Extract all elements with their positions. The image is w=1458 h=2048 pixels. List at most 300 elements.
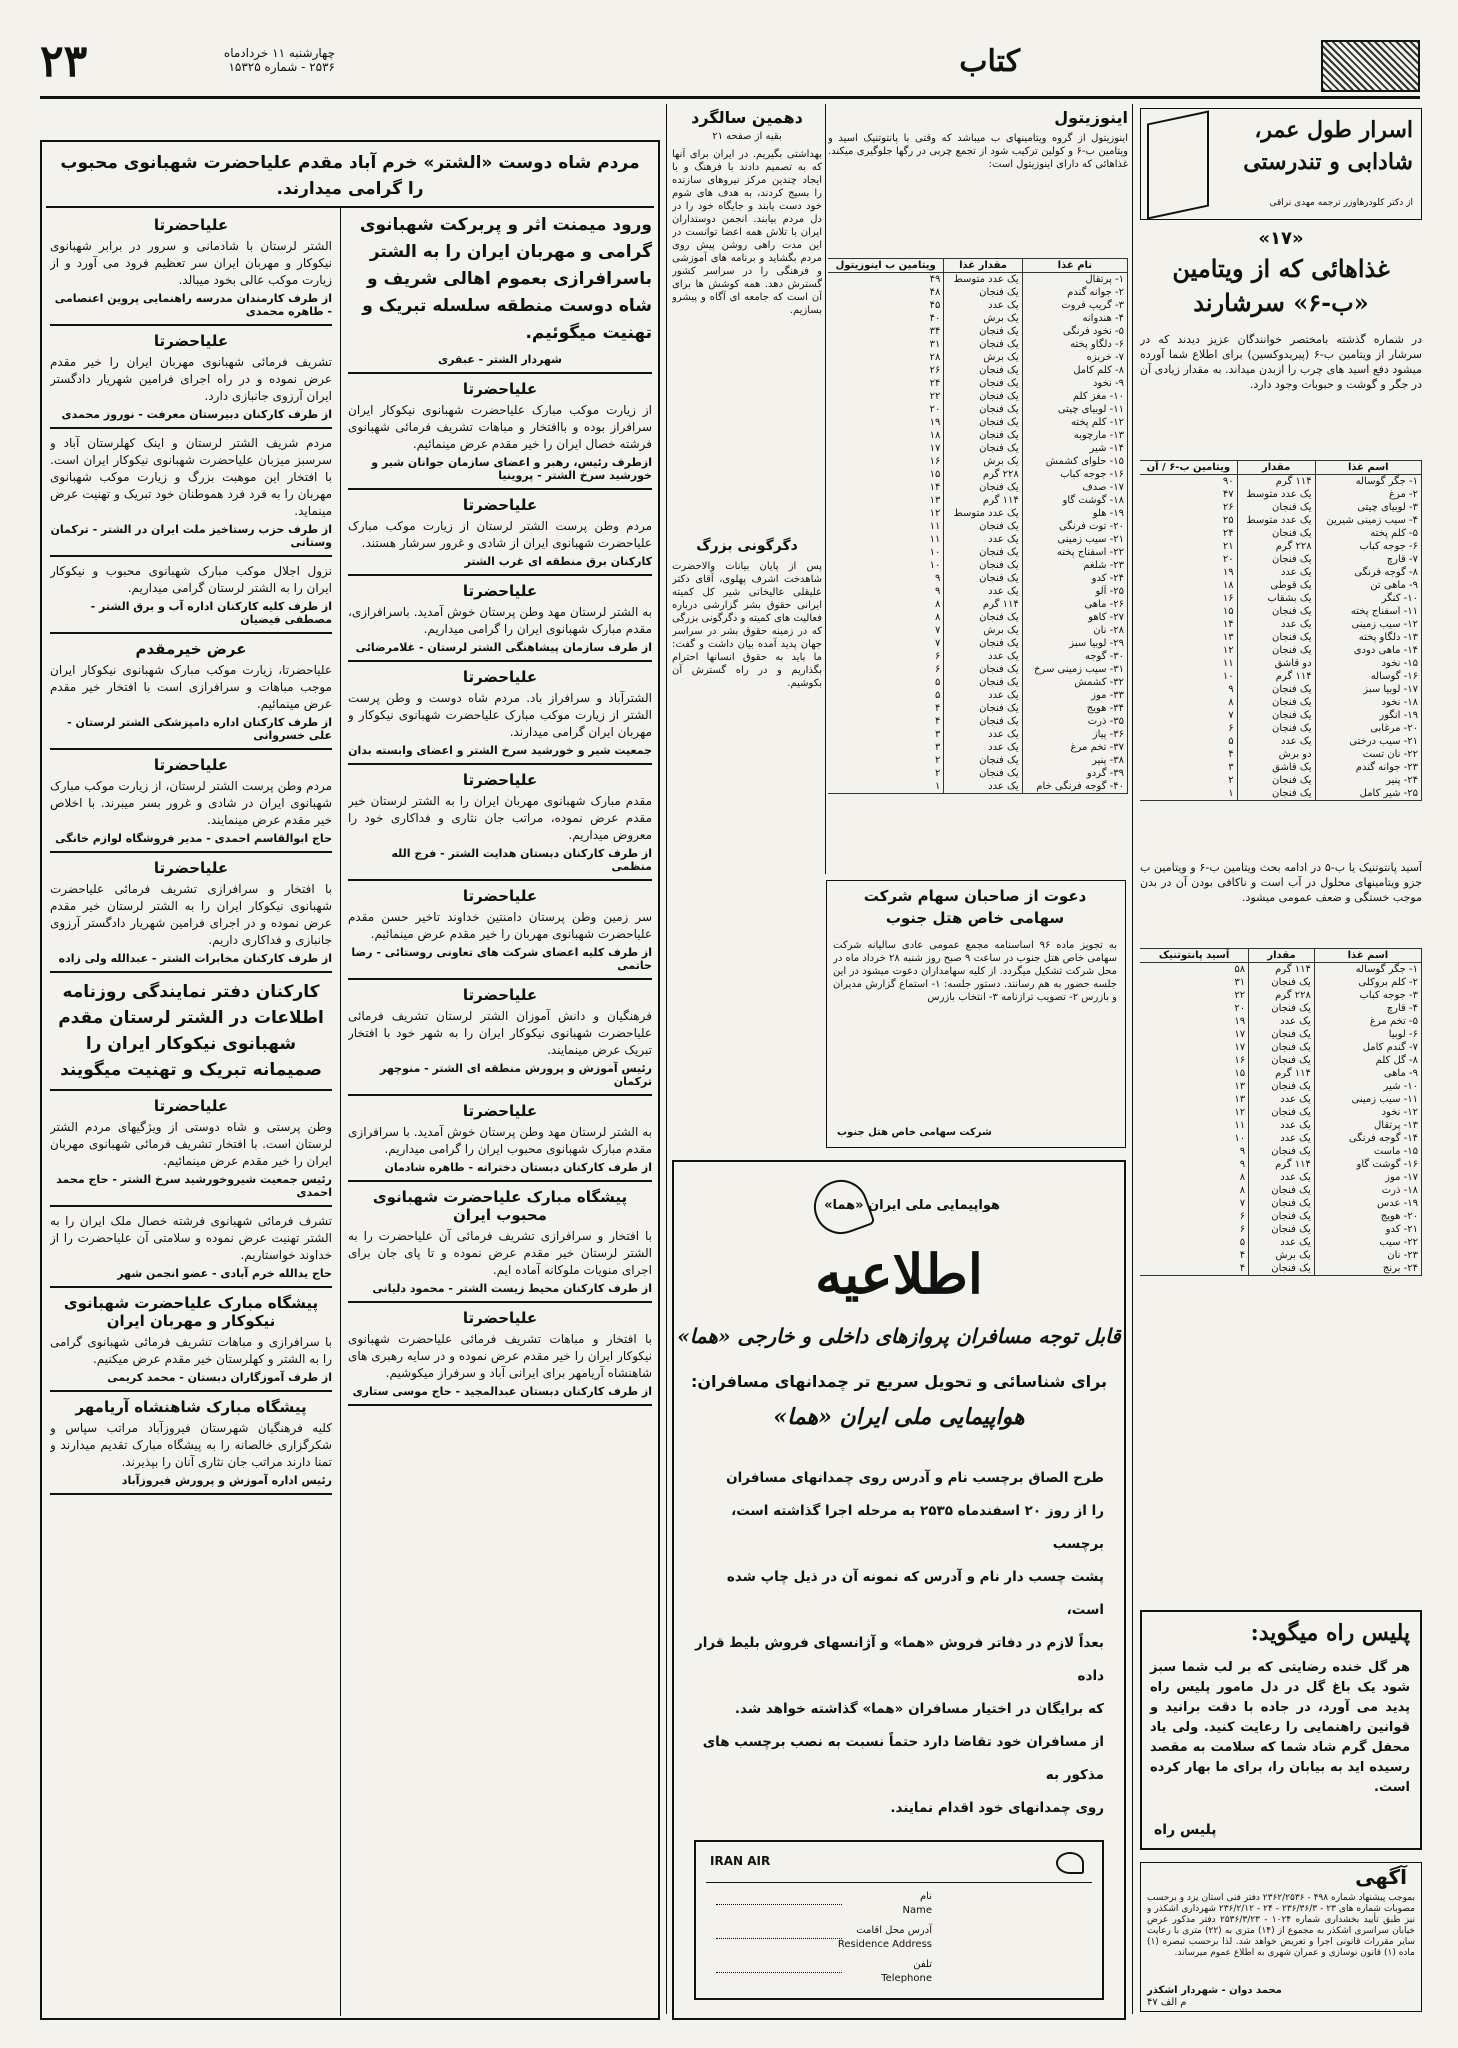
translator: از دکتر کلودرهاوزر ترجمه مهدی نراقی	[1269, 198, 1413, 208]
table-cell: ۴۹	[828, 273, 944, 287]
tag-rule	[706, 1882, 1092, 1883]
table-cell: یک فنجان	[944, 377, 1022, 390]
homa-body-4: بعداً لازم در دفاتر فروش «هما» و آژانسهای فروش بلیط قرار داده	[694, 1635, 1104, 1684]
homa-logo-text: هواپیمایی ملی ایران «هما»	[824, 1198, 1000, 1213]
greeting-item	[50, 756, 332, 853]
police-signature: پلیس راه	[1154, 1822, 1217, 1838]
banner-2-rule	[348, 372, 652, 374]
legal-notice	[1140, 1862, 1422, 2012]
table-cell: یک برش	[1249, 1249, 1315, 1262]
table-row	[1140, 683, 1421, 696]
table-row	[1140, 566, 1421, 579]
table-row	[1140, 501, 1421, 514]
table-row	[828, 494, 1127, 507]
table-cell: ۱۱۴ گرم	[1249, 963, 1315, 977]
table-cell: ۳۵- ذرت	[1022, 715, 1127, 728]
greeting-separator	[348, 1301, 652, 1303]
greeting-signature: از طرف کارکنان دبستان عبدالمجید - حاج موسی ستاری	[352, 1385, 652, 1398]
table-row	[1140, 1041, 1421, 1054]
table-row	[1140, 1067, 1421, 1080]
table-cell: ۲۰- توت فرنگی	[1022, 520, 1127, 533]
table-cell: ۳	[828, 741, 944, 754]
homa-subtitle: قابل توجه مسافران پروازهای داخلی و خارجی «هما»	[677, 1324, 1121, 1348]
table-cell: ۳- لوبیای چیتی	[1315, 501, 1421, 514]
table-row	[828, 533, 1127, 546]
greeting-signature: از طرف کارکنان مخابرات الشتر - عبدالله ولی زاده	[58, 952, 332, 965]
table-cell: یک فنجان	[1237, 774, 1315, 787]
greeting-separator	[50, 1286, 332, 1288]
table-cell: ۲۲- اسفناج پخته	[1022, 546, 1127, 559]
table-cell: یک عدد متوسط	[1237, 488, 1315, 501]
table-row	[828, 611, 1127, 624]
table-cell: ۱۵	[1140, 1067, 1249, 1080]
table-cell: ۳- جوجه کباب	[1314, 989, 1421, 1002]
table-row	[828, 299, 1127, 312]
table-cell: ۸	[828, 598, 944, 611]
table-cell: ۲۶	[1140, 501, 1237, 514]
greeting-separator	[50, 1493, 332, 1495]
table-row	[828, 702, 1127, 715]
greeting-text: از زیارت موکب مبارک علیاحضرت شهبانوی نیکوکار ایران سرافراز بوده و باافتخار و مباهات تشریف فرمائی شهبانوی فرشته خصال ایران را خیر مقدم عرض مینمائیم.	[348, 403, 652, 451]
table-cell: یک عدد	[1249, 1132, 1315, 1145]
table-cell: ۲۰- هویج	[1314, 1210, 1421, 1223]
table-cell: ۹۰	[1140, 475, 1237, 489]
table-cell: ۷- گندم کامل	[1314, 1041, 1421, 1054]
table-row	[1140, 605, 1421, 618]
table-cell: یک فنجان	[1237, 644, 1315, 657]
greeting-text: الشترآباد و سرافراز باد. مردم شاه دوست و وطن پرست الشتر از زیارت موکب مبارک علیاحضرت شهبانوی نیکوکار و مهربان ایران گرامی میدارند.	[348, 691, 652, 739]
table-row	[1140, 618, 1421, 631]
table-cell: یک برش	[944, 312, 1022, 325]
iran-air-label: IRAN AIR	[710, 1854, 771, 1868]
table-cell: یک فنجان	[1237, 553, 1315, 566]
table-cell: یک عدد متوسط	[944, 273, 1022, 287]
table-cell: یک فنجان	[1249, 1223, 1315, 1236]
table-cell: ۸- گل کلم	[1314, 1054, 1421, 1067]
homa-body-7: روی چمدانهای خود اقدام نمایند.	[890, 1800, 1104, 1816]
table-cell: ۴۰- گوجه فرنگی خام	[1022, 780, 1127, 793]
table-cell: یک برش	[944, 455, 1022, 468]
greeting-item	[50, 216, 332, 326]
banner-2-signature: شهردار الشتر - عبقری	[438, 353, 562, 366]
greeting-item	[348, 1309, 652, 1406]
greetings-divider	[340, 206, 341, 2016]
table-cell: یک فنجان	[1237, 605, 1315, 618]
table-cell: ۲۸- نان	[1022, 624, 1127, 637]
greeting-text: مردم وطن پرست الشتر لرستان، از زیارت موکب مبارک شهبانوی ایران در شادی و غرور بسر میبرند. با اخلاص خیر مقدم عرض مینمایند.	[50, 779, 332, 827]
hotel-invitation	[826, 880, 1126, 1148]
greeting-text: با افتخار و سرافرازی تشریف فرمائی علیاحضرت شهبانوی نیکوکار ایران را به الشتر لرستان خیر مقدم عرض نموده و در اجرای فرامین شهریار دادگستر آرزوی جانبازی و فداکاری داریم.	[50, 882, 332, 947]
table-cell: یک فنجان	[1249, 1210, 1315, 1223]
table-cell: ۲۴- پنیر	[1315, 774, 1421, 787]
table-cell: یک عدد	[944, 741, 1022, 754]
homa-body	[694, 1462, 1104, 1825]
column-divider-1	[1132, 104, 1133, 2014]
greeting-item	[50, 859, 332, 973]
greeting-signature: حاج یدالله خرم آبادی - عضو انجمن شهر	[117, 1267, 332, 1280]
greeting-text: علیاحضرتا، زیارت موکب مبارک شهبانوی نیکوکار ایران موجب مباهات و سرافرازی است با افتخار خیر مقدم عرض مینمائیم.	[50, 663, 332, 711]
table-cell: ۸- گوجه فرنگی	[1315, 566, 1421, 579]
table-cell: ۱۷- صدف	[1022, 481, 1127, 494]
greeting-title: علیاحضرتا	[462, 582, 538, 600]
greeting-separator	[50, 971, 332, 973]
greeting-separator	[348, 660, 652, 662]
table-cell: ۱۹	[828, 416, 944, 429]
table-cell: ۴۰	[828, 312, 944, 325]
inositol-table-col-header: مقدار غذا	[944, 259, 1022, 273]
table-cell: یک فنجان	[944, 702, 1022, 715]
greeting-text: با سرافرازی و مباهات تشریف فرمائی شهبانوی گرامی را به الشتر و کهلرستان خیر مقدم عرض میکنیم.	[50, 1335, 332, 1366]
greeting-signature: جمعیت شیر و خورشید سرخ الشتر و اعضای وابسته بدان	[348, 744, 652, 757]
greeting-text: مردم وطن پرست الشتر لرستان از زیارت موکب مبارک علیاحضرت شهبانوی ایران از شادی و غرور سرشار هستند.	[348, 519, 652, 550]
table-cell: یک عدد	[1249, 1015, 1315, 1028]
table-cell: ۶- لوبیا	[1314, 1028, 1421, 1041]
anniversary-subhead: دگرگونی بزرگ	[696, 538, 798, 554]
greeting-text: کلیه فرهنگیان شهرستان فیروزآباد مراتب سپاس و شکرگزاری خالصانه را به پیشگاه مبارک تقدیم میدارند و تمنا دارند مراتب جان نثاری آنان را بپذیرند.	[50, 1421, 332, 1469]
tag-field-line-tel	[716, 1972, 842, 1973]
table-cell: ۱۵	[828, 468, 944, 481]
table-row	[1140, 1171, 1421, 1184]
greeting-text: تشریف فرمائی شهبانوی مهربان ایران را خیر مقدم عرض نموده و در راه اجرای فرامین شهریار دادگستر ایران آرزوی جانبازی دارد.	[50, 355, 332, 403]
table-cell: یک فنجان	[1249, 1262, 1315, 1275]
table-cell: ۲۲	[1140, 989, 1249, 1002]
table-cell: ۱۳- دلگاو پخته	[1315, 631, 1421, 644]
table-cell: یک فنجان	[944, 767, 1022, 780]
table-cell: ۲۵- شیر کامل	[1315, 787, 1421, 800]
table-cell: یک عدد متوسط	[1237, 514, 1315, 527]
greeting-item	[348, 582, 652, 662]
table-cell: ۱۷	[1140, 1041, 1249, 1054]
table-cell: ۳۴	[828, 325, 944, 338]
greeting-signature: رئیس جمعیت شیروخورشید سرخ الشتر - حاج محمد احمدی	[56, 1173, 332, 1199]
greeting-signature: از طرف کارکنان دبستان دخترانه - طاهره شادمان	[384, 1161, 652, 1174]
table-cell: ۵	[828, 689, 944, 702]
greeting-signature: از طرف کلیه اعضای شرکت های تعاونی روستائی - رضا حاتمی	[351, 946, 652, 972]
table-cell: ۱۸- نخود	[1315, 696, 1421, 709]
table-cell: ۱۷	[1140, 1028, 1249, 1041]
table-cell: ۹- ماهی تن	[1315, 579, 1421, 592]
table-cell: ۲۴	[828, 377, 944, 390]
table-cell: ۱۶	[1140, 1054, 1249, 1067]
date-line-2: ۲۵۳۶ - شماره ۱۵۳۲۵	[228, 60, 335, 74]
table-cell: ۹- نخود	[1022, 377, 1127, 390]
table-row	[1140, 1249, 1421, 1262]
table-cell: یک فنجان	[944, 325, 1022, 338]
police-text: هر گل خنده رضایتی که بر لب شما سبز شود یک باغ گل در دل مامور پلیس راه پدید می آورد، در جاده با دقت برانید و قوانین راهنمایی را رعایت کنید. ولی یاد محفل گرم شاد شما که سلامت به مقصد رسیده اید به بیابان را، برای ما بهار کرده است.	[1150, 1660, 1410, 1795]
table-cell: ۲۲۸ گرم	[1249, 989, 1315, 1002]
date-line-1: چهارشنبه ۱۱ خردادماه	[223, 46, 335, 60]
table-row	[1140, 735, 1421, 748]
table-cell: ۲۵- آلو	[1022, 585, 1127, 598]
homa-title: اطلاعیه	[815, 1242, 983, 1306]
table-cell: ۱۶	[828, 455, 944, 468]
table-row	[828, 390, 1127, 403]
table-cell: ۱۸	[1140, 579, 1237, 592]
greeting-text: وطن پرستی و شاه دوستی از ویژگیهای مردم الشتر لرستان است. با افتخار تشریف فرمائی شهبانوی مهربان ایران را خیر مقدم عرض مینمائیم.	[50, 1120, 332, 1168]
table-row	[828, 715, 1127, 728]
table-row	[828, 273, 1127, 287]
table-row	[828, 468, 1127, 481]
issue-date	[145, 46, 335, 74]
table-cell: ۲۶- ماهی	[1022, 598, 1127, 611]
table-row	[1140, 579, 1421, 592]
table-cell: یک عدد	[1249, 1119, 1315, 1132]
table-row	[1140, 1028, 1421, 1041]
table-cell: ۱۱	[828, 533, 944, 546]
table-cell: ۱۱۴ گرم	[944, 598, 1022, 611]
table-cell: یک فنجان	[944, 416, 1022, 429]
table-row	[1140, 1080, 1421, 1093]
table-cell: ۱۸- ذرت	[1314, 1184, 1421, 1197]
greeting-item	[348, 986, 652, 1096]
table-cell: ۳۱	[1140, 976, 1249, 989]
table-cell: ۲۰	[828, 403, 944, 416]
greeting-title: پیشگاه مبارک شاهنشاه آریامهر	[75, 1398, 307, 1416]
page-number: ۲۳	[40, 36, 88, 87]
table-cell: ۲۰	[1140, 553, 1237, 566]
table-cell: یک فنجان	[944, 572, 1022, 585]
table-cell: ۲۲- سیب	[1314, 1236, 1421, 1249]
greeting-title: علیاحضرتا	[153, 859, 229, 877]
table-cell: ۲۲	[828, 390, 944, 403]
table-cell: ۱۷- موز	[1314, 1171, 1421, 1184]
table-cell: ۵	[1140, 735, 1237, 748]
tag-field-line-addr	[716, 1938, 842, 1939]
table-row	[1140, 1210, 1421, 1223]
greeting-item	[50, 1294, 332, 1392]
greeting-item	[50, 435, 332, 557]
table-cell: ۱۱۴ گرم	[944, 494, 1022, 507]
notice-signature: محمد دوان - شهردار اشکذر	[1147, 1985, 1282, 1996]
greeting-separator	[50, 748, 332, 750]
table-row	[828, 676, 1127, 689]
table-cell: یک فنجان	[944, 442, 1022, 455]
table-cell: یک فنجان	[1237, 787, 1315, 800]
middle-greeting-list	[348, 380, 652, 1406]
table-cell: ۱۲	[1140, 1106, 1249, 1119]
table-cell: ۳۰- گوجه	[1022, 650, 1127, 663]
anniversary-text-2: پس از پایان بیانات والاحضرت شاهدخت اشرف پهلوی، آقای دکتر علیقلی عالیخانی شیر کل کمیته ایرانی حقوق بشر گزارشی درباره فعالیت های کمیته و دگرگونی بزرگی که در زمینه حقوق بشر در سراسر جهان پدید آمده بیان داشت و گفت: ما باید به حقوق انسانها احترام بگذاریم و در راه گسترش آن بکوشیم.	[672, 561, 822, 689]
greeting-title: پیشگاه مبارک علیاحضرت شهبانوی نیکوکار و مهربان ایران	[63, 1294, 319, 1330]
table-cell: ۸	[828, 611, 944, 624]
table-cell: ۱۶- گوساله	[1315, 670, 1421, 683]
table-cell: یک عدد	[1249, 1171, 1315, 1184]
section-title: کتاب	[959, 44, 1020, 79]
table-cell: ۲۵	[1140, 514, 1237, 527]
greeting-signature: حاج ابوالقاسم احمدی - مدیر فروشگاه لوازم خانگی	[55, 832, 332, 845]
table-cell: ۸	[1140, 1171, 1249, 1184]
table-cell: ۳۶- پیاز	[1022, 728, 1127, 741]
table-row	[1140, 592, 1421, 605]
greeting-item	[348, 887, 652, 980]
table-row	[1140, 1106, 1421, 1119]
table-cell: یک فنجان	[944, 663, 1022, 676]
greeting-separator	[50, 851, 332, 853]
table-cell: ۲۸	[828, 351, 944, 364]
pantothenic-table-header	[1140, 949, 1421, 963]
table-row	[1140, 696, 1421, 709]
table-cell: ۱۶- جوجه کباب	[1022, 468, 1127, 481]
table-cell: ۳۱	[828, 338, 944, 351]
table-row	[828, 754, 1127, 767]
pantothenic-table	[1140, 948, 1422, 1276]
table-row	[1140, 553, 1421, 566]
table-cell: ۶- جوجه کباب	[1315, 540, 1421, 553]
table-row	[1140, 989, 1421, 1002]
greeting-separator	[50, 324, 332, 326]
table-cell: ۲۱- کدو	[1314, 1223, 1421, 1236]
greeting-item	[348, 1188, 652, 1303]
table-cell: ۱۵- نخود	[1315, 657, 1421, 670]
homa-body-6: از مسافران خود تقاضا دارد حتماً نسبت به نصب برچسب های مذکور به	[702, 1734, 1104, 1783]
table-row	[1140, 709, 1421, 722]
greeting-item	[50, 1097, 332, 1207]
table-row	[1140, 1262, 1421, 1275]
table-cell: یک عدد	[1249, 1093, 1315, 1106]
table-cell: یک فنجان	[944, 637, 1022, 650]
table-cell: ۴۵	[828, 299, 944, 312]
table-row	[828, 598, 1127, 611]
hotel-text: به تجویز ماده ۹۶ اساسنامه مجمع عمومی عادی سالیانه شرکت سهامی خاص هتل جنوب در ساعت ۹ صبح روز شنبه ۲۸ خرداد ماه در محل شرکت تشکیل میگردد. از کلیه سهامداران دعوت میشود در این جلسه حضور به هم رسانند. دستور جلسه: ۱- استماع گزارش مدیران و بازرس ۲- تصویب ترازنامه ۳- انتخاب بازرس	[833, 940, 1117, 1003]
table-cell: ۱۶	[1140, 592, 1237, 605]
table-cell: ۱۰	[1140, 1132, 1249, 1145]
table-cell: ۲- جوانه گندم	[1022, 286, 1127, 299]
greeting-signature: از طرف حزب رستاخیز ملت ایران در الشتر - ترکمان وستانی	[50, 523, 332, 549]
tag-tel-fa: تلفن	[913, 1959, 932, 1970]
table-cell: ۶	[828, 663, 944, 676]
table-cell: ۲	[1140, 774, 1237, 787]
table-cell: ۳- گریپ فروت	[1022, 299, 1127, 312]
greeting-separator	[50, 1390, 332, 1392]
table-row	[1140, 1197, 1421, 1210]
greeting-signature: رئیس اداره آموزش و پرورش فیروزآباد	[121, 1474, 332, 1487]
table-cell: ۵- کلم پخته	[1315, 527, 1421, 540]
banner-rule	[46, 206, 654, 208]
table-cell: ۱۰- شیر	[1314, 1080, 1421, 1093]
greeting-signature: از طرف کارکنان اداره دامپزشکی الشتر لرستان - علی خسروانی	[67, 716, 332, 742]
table-row	[1140, 787, 1421, 800]
table-cell: یک فنجان	[1249, 1041, 1315, 1054]
table-cell: ۱۹- عدس	[1314, 1197, 1421, 1210]
greeting-item	[50, 640, 332, 750]
greeting-separator	[50, 632, 332, 634]
table-row	[828, 455, 1127, 468]
table-cell: یک فنجان	[944, 676, 1022, 689]
greeting-signature: از طرف کارمندان مدرسه راهنمایی پروین اعتصامی - طاهره محمدی	[54, 292, 332, 318]
homa-line-2: هواپیمایی ملی ایران «هما»	[773, 1404, 1025, 1430]
newspaper-logo	[1321, 40, 1420, 92]
table-cell: ۸	[1140, 1184, 1249, 1197]
greeting-item	[50, 563, 332, 634]
table-cell: یک فنجان	[944, 481, 1022, 494]
table-cell: ۱۰- مغز کلم	[1022, 390, 1127, 403]
table-cell: ۳	[1140, 761, 1237, 774]
hotel-signature: شرکت سهامی خاص هتل جنوب	[837, 1127, 992, 1138]
table-row	[828, 689, 1127, 702]
greeting-signature: از طرف کارکنان دبیرستان معرفت - نوروز محمدی	[61, 408, 332, 421]
greeting-text: با افتخار و سرافرازی تشریف فرمائی آن علیاحضرت را به الشتر لرستان خیر مقدم عرض نموده و تا پای جان برای اجرای منویات ملوکانه آماده ایم.	[348, 1229, 652, 1277]
banner-2: ورود میمنت اثر و پربرکت شهبانوی گرامی و مهربان ایران را به الشتر باسرافرازی بعموم اهالی شریف و شاه دوست منطقه سلسله تبریک و تهنیت میگوئیم.	[359, 215, 652, 343]
table-cell: یک فنجان	[944, 546, 1022, 559]
table-cell: ۶	[1140, 1223, 1249, 1236]
table-cell: یک قوطی	[1237, 579, 1315, 592]
vitamin-b6-table-col-header: اسم غذا	[1315, 461, 1421, 475]
notice-title: آگهی	[1355, 1865, 1407, 1889]
table-cell: ۱	[1140, 787, 1237, 800]
table-cell: دو قاشق	[1237, 657, 1315, 670]
table-cell: یک عدد	[944, 689, 1022, 702]
inositol-table	[828, 258, 1128, 794]
notice-text: بموجب پیشنهاد شماره ۴۹۸ - ۲۳۶۲/۲۵۳۶ دفتر فنی استان یزد و برحسب مصوبات شماره های ۲۳ - ۲۳۶/۳۶/۳ - ۲۴ - ۲۳۶/۲/۱۲ شهرداری اشکذر و نیز طبق تأیید بخشداری شماره ۱۰۲۴ - ۲۵۳۶/۳/۲۳ دفتر مذکور عرض خیابان سراسری اشکذر به مجموع از (۱۴) متری به (۲۲) متری با رعایت سایر مقررات قانونی اجرا و تعریض خواهد شد. لذا برحسب تبصره (۱) ماده (۱) قانون نوسازی و عمران شهری به اطلاع عموم میرساند.	[1147, 1893, 1415, 1958]
greeting-item	[348, 771, 652, 881]
table-cell: ۳۴- هویج	[1022, 702, 1127, 715]
table-row	[1140, 1132, 1421, 1145]
table-cell: یک فنجان	[1237, 696, 1315, 709]
notice-ref: م الف ۴۷	[1147, 1997, 1187, 2008]
table-cell: ۲۹- لوبیا سبز	[1022, 637, 1127, 650]
health-column	[1140, 108, 1422, 1588]
table-cell: ۲۰- مرغابی	[1315, 722, 1421, 735]
inositol-section	[828, 108, 1128, 878]
greeting-signature: از طرف آموزگاران دبستان - محمد کریمی	[107, 1371, 332, 1384]
table-row	[828, 520, 1127, 533]
table-cell: یک عدد	[944, 533, 1022, 546]
table-cell: ۷	[828, 637, 944, 650]
table-cell: ۷	[1140, 709, 1237, 722]
table-row	[1140, 761, 1421, 774]
table-row	[828, 663, 1127, 676]
table-cell: یک عدد	[944, 585, 1022, 598]
greeting-signature: از طرف سازمان پیشاهنگی الشتر لرستان - غلامرضائی	[355, 641, 652, 654]
table-row	[1140, 1002, 1421, 1015]
greeting-text: نزول اجلال موکب مبارک شهبانوی محبوب و نیکوکار ایران را به الشتر لرستان گرامی میداریم.	[50, 564, 332, 595]
table-cell: یک فنجان	[1249, 1106, 1315, 1119]
table-cell: یک فنجان	[944, 286, 1022, 299]
table-cell: ۱۱۴ گرم	[1237, 475, 1315, 489]
police-notice	[1140, 1610, 1422, 1850]
table-cell: یک فنجان	[1237, 631, 1315, 644]
greeting-title: علیاحضرتا	[153, 332, 229, 350]
greeting-title: علیاحضرتا	[462, 1102, 538, 1120]
table-cell: یک فنجان	[1249, 1184, 1315, 1197]
table-row	[1140, 540, 1421, 553]
table-cell: ۱۰	[828, 546, 944, 559]
table-cell: یک فنجان	[944, 390, 1022, 403]
tag-name-en: Name	[902, 1905, 932, 1916]
table-cell: یک فنجان	[1237, 722, 1315, 735]
greeting-item	[348, 380, 652, 490]
greeting-title: علیاحضرتا	[462, 496, 538, 514]
table-cell: یک فنجان	[1249, 976, 1315, 989]
table-row	[828, 364, 1127, 377]
greetings-banner: مردم شاه دوست «الشتر» خرم آباد مقدم علیاحضرت شهبانوی محبوب را گرامی میدارند.	[60, 153, 640, 199]
table-cell: ۳۷- تخم مرغ	[1022, 741, 1127, 754]
table-row	[1140, 1015, 1421, 1028]
table-cell: ۱۲- کلم پخته	[1022, 416, 1127, 429]
table-row	[828, 403, 1127, 416]
greeting-signature: از طرف کارکنان محیط زیست الشتر - محمود دلیانی	[372, 1282, 652, 1295]
table-cell: ۲۶	[828, 364, 944, 377]
table-cell: ۱۲	[1140, 644, 1237, 657]
vitamin-b6-table-col-header: ویتامین ب-۶ / آن	[1140, 461, 1237, 475]
vitamin-b6-table-col-header: مقدار	[1237, 461, 1315, 475]
table-row	[1140, 1093, 1421, 1106]
table-cell: یک فنجان	[1237, 501, 1315, 514]
table-row	[1140, 774, 1421, 787]
table-cell: یک عدد متوسط	[944, 507, 1022, 520]
table-cell: ۱۹	[1140, 566, 1237, 579]
greeting-separator	[50, 555, 332, 557]
